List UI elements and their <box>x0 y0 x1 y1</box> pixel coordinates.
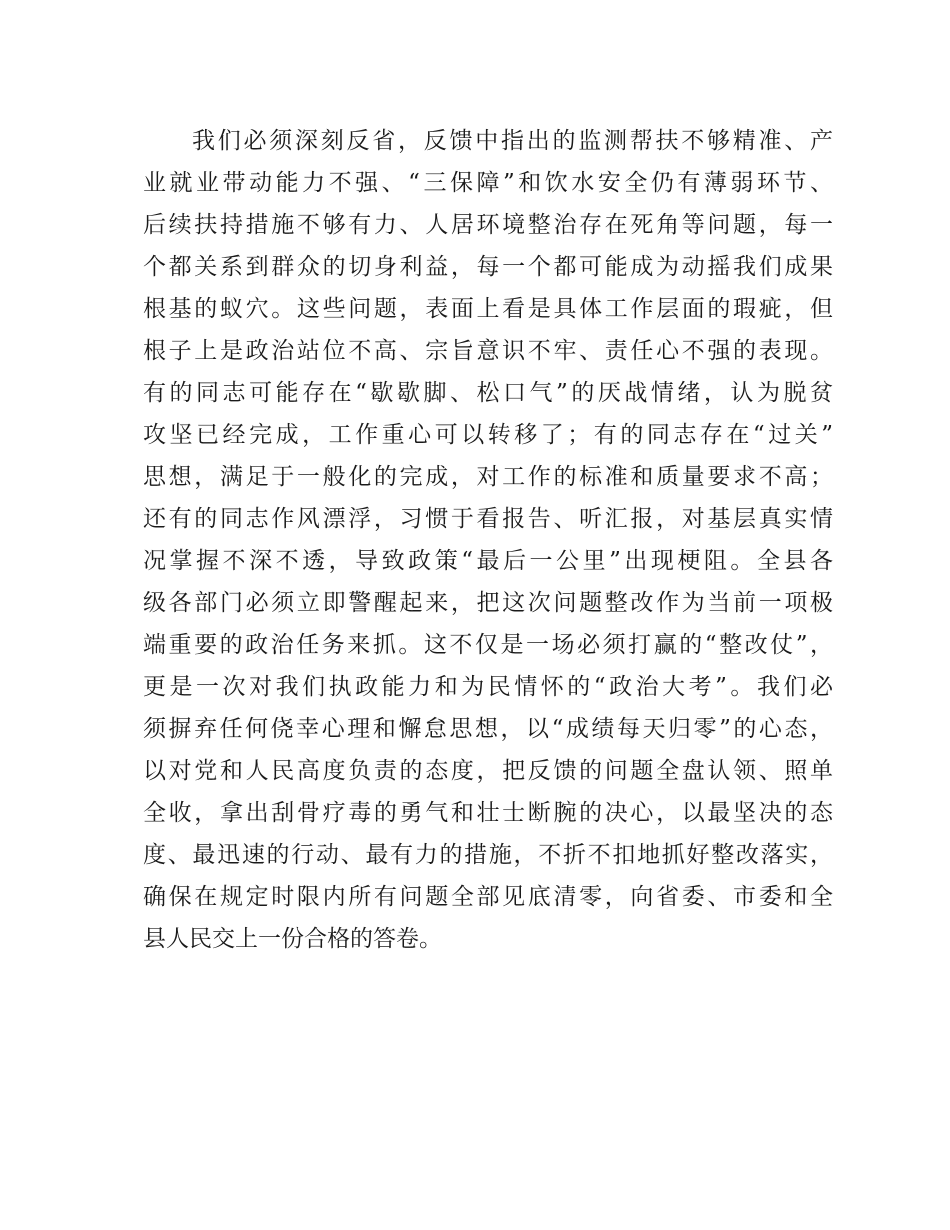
paragraph-line-6: 根子上是政治站位不高、宗旨意识不牢、责任心不强的表现。 <box>143 338 833 364</box>
paragraph-line-15: 须摒弃任何侥幸心理和懈怠思想，以“成绩每天归零”的心态， <box>143 716 833 742</box>
paragraph-line-7: 有的同志可能存在“歇歇脚、松口气”的厌战情绪，认为脱贫 <box>143 380 833 406</box>
paragraph-line-14: 更是一次对我们执政能力和为民情怀的“政治大考”。我们必 <box>143 674 833 700</box>
paragraph-line-17: 全收，拿出刮骨疗毒的勇气和壮士断腕的决心，以最坚决的态 <box>143 800 833 826</box>
paragraph-line-18: 度、最迅速的行动、最有力的措施，不折不扣地抓好整改落实， <box>143 842 833 868</box>
paragraph-line-20: 县人民交上一份合格的答卷。 <box>143 926 442 952</box>
paragraph-line-3: 后续扶持措施不够有力、人居环境整治存在死角等问题，每一 <box>143 212 833 238</box>
paragraph-line-9: 思想，满足于一般化的完成，对工作的标准和质量要求不高； <box>143 464 833 490</box>
paragraph-line-4: 个都关系到群众的切身利益，每一个都可能成为动摇我们成果 <box>143 254 833 280</box>
paragraph-line-11: 况掌握不深不透，导致政策“最后一公里”出现梗阻。全县各 <box>143 548 833 574</box>
body-paragraph <box>143 120 833 960</box>
paragraph-line-10: 还有的同志作风漂浮，习惯于看报告、听汇报，对基层真实情 <box>143 506 833 532</box>
paragraph-line-19: 确保在规定时限内所有问题全部见底清零，向省委、市委和全 <box>143 884 833 910</box>
paragraph-line-8: 攻坚已经完成，工作重心可以转移了；有的同志存在“过关” <box>143 422 833 448</box>
paragraph-line-2: 业就业带动能力不强、“三保障”和饮水安全仍有薄弱环节、 <box>143 170 833 196</box>
paragraph-line-5: 根基的蚁穴。这些问题，表面上看是具体工作层面的瑕疵，但 <box>143 296 833 322</box>
paragraph-line-12: 级各部门必须立即警醒起来，把这次问题整改作为当前一项极 <box>143 590 833 616</box>
paragraph-line-13: 端重要的政治任务来抓。这不仅是一场必须打赢的“整改仗”， <box>143 632 833 658</box>
paragraph-line-1: 我们必须深刻反省，反馈中指出的监测帮扶不够精准、产 <box>192 128 833 154</box>
paragraph-line-16: 以对党和人民高度负责的态度，把反馈的问题全盘认领、照单 <box>143 758 833 784</box>
